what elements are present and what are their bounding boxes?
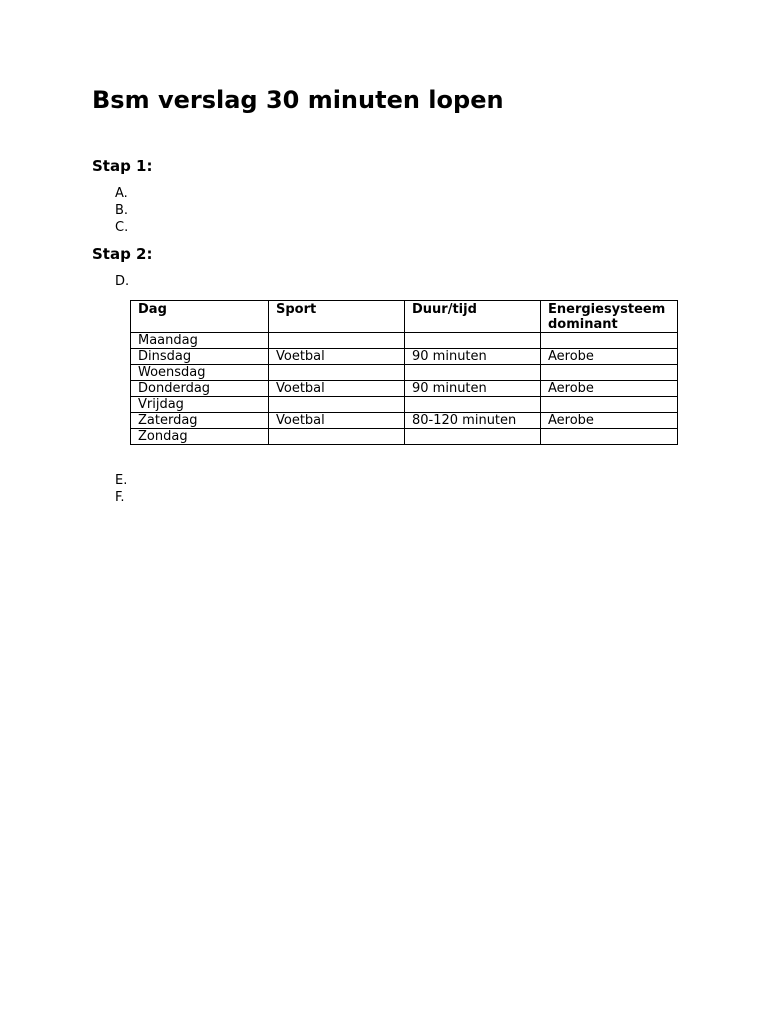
- table-row: [131, 381, 678, 397]
- list-item: B.: [115, 203, 129, 218]
- table-cell: Donderdag: [131, 381, 269, 397]
- table-cell: Zondag: [131, 429, 269, 445]
- table-row: [131, 397, 678, 413]
- table-cell: [269, 429, 405, 445]
- table-cell: [405, 397, 541, 413]
- table-cell: 80-120 minuten: [405, 413, 541, 429]
- table-cell: [269, 397, 405, 413]
- table-cell: Dinsdag: [131, 349, 269, 365]
- step2-heading: Stap 2:: [92, 245, 153, 263]
- table-cell: [541, 333, 678, 349]
- list-item: A.: [115, 186, 128, 201]
- header-dag: Dag: [131, 301, 269, 333]
- table-cell: Woensdag: [131, 365, 269, 381]
- table-cell: Voetbal: [269, 413, 405, 429]
- table-row: [131, 413, 678, 429]
- table-cell: [541, 365, 678, 381]
- table-cell: Zaterdag: [131, 413, 269, 429]
- list-item: E.: [115, 473, 128, 488]
- table-cell: [269, 333, 405, 349]
- table-cell: [405, 365, 541, 381]
- table-header-row: [131, 301, 678, 333]
- weekly-sport-table: [130, 300, 678, 445]
- table-row: [131, 333, 678, 349]
- table-cell: [541, 397, 678, 413]
- table-row: [131, 349, 678, 365]
- list-item: F.: [115, 490, 125, 505]
- list-item: D.: [115, 274, 130, 289]
- table-cell: [541, 429, 678, 445]
- step2-list-after: [115, 472, 127, 506]
- table-cell: 90 minuten: [405, 349, 541, 365]
- list-item: C.: [115, 220, 129, 235]
- table-cell: Aerobe: [541, 381, 678, 397]
- table-row: [131, 365, 678, 381]
- table-cell: [405, 333, 541, 349]
- table-cell: Aerobe: [541, 349, 678, 365]
- document-title: Bsm verslag 30 minuten lopen: [92, 86, 504, 114]
- table-cell: [269, 365, 405, 381]
- table-cell: Aerobe: [541, 413, 678, 429]
- step1-list: [115, 185, 128, 236]
- table-cell: 90 minuten: [405, 381, 541, 397]
- table-cell: Voetbal: [269, 349, 405, 365]
- table-cell: Maandag: [131, 333, 269, 349]
- table-cell: [405, 429, 541, 445]
- table-cell: Voetbal: [269, 381, 405, 397]
- step1-heading: Stap 1:: [92, 157, 153, 175]
- step2-list-before: [115, 273, 129, 290]
- header-sport: Sport: [269, 301, 405, 333]
- header-energiesysteem: Energiesysteem dominant: [541, 301, 678, 333]
- header-duur: Duur/tijd: [405, 301, 541, 333]
- table-row: [131, 429, 678, 445]
- table-cell: Vrijdag: [131, 397, 269, 413]
